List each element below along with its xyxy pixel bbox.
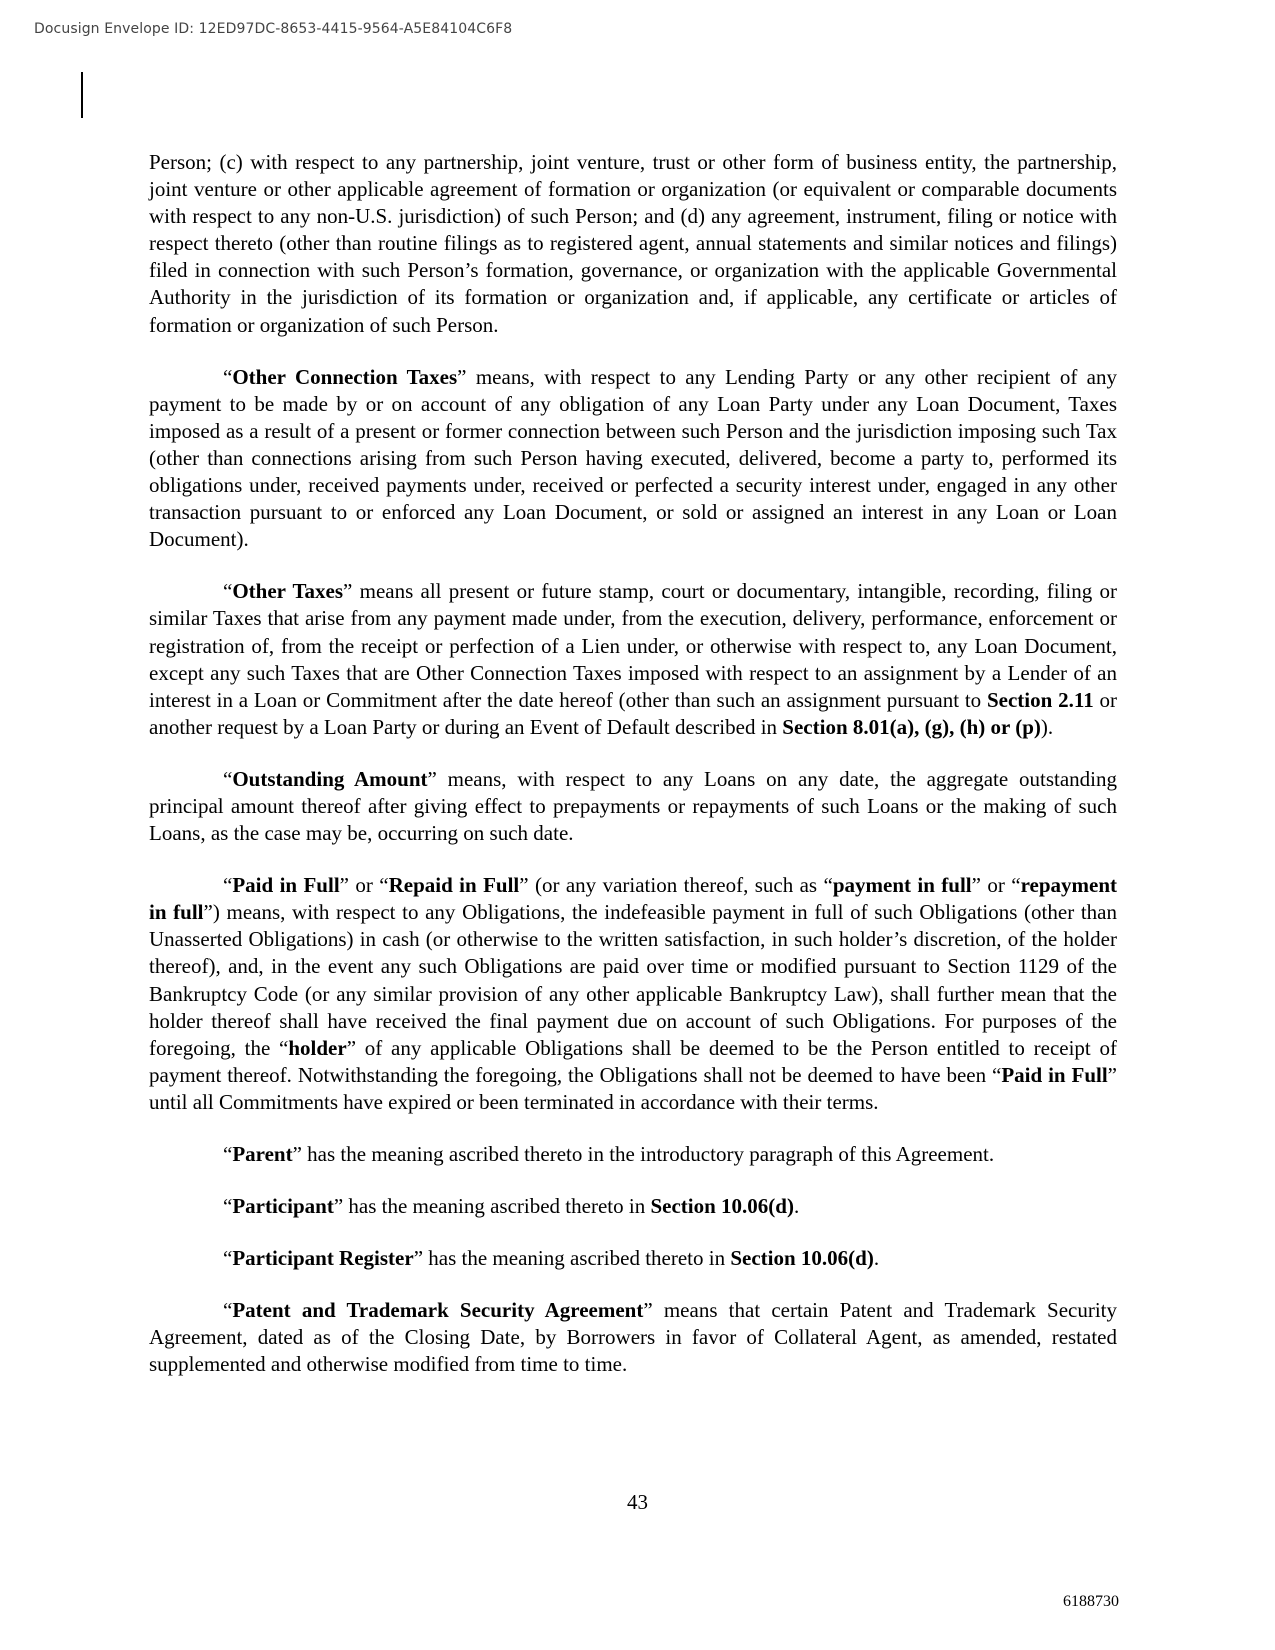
- definition-patent-trademark-security-agreement: [149, 1297, 1117, 1378]
- quote-mark: “: [223, 873, 233, 898]
- definition-other-taxes: [149, 578, 1117, 741]
- defined-term: payment in full: [832, 873, 972, 898]
- section-reference: Section 2.11: [986, 687, 1094, 712]
- definition-other-connection-taxes: [149, 364, 1117, 554]
- quote-mark: “: [223, 1194, 233, 1219]
- defined-term: Patent and Trademark Security Agreement: [232, 1298, 644, 1323]
- defined-term: Paid in Full: [1001, 1062, 1108, 1087]
- section-reference: Section 10.06(d): [730, 1246, 874, 1271]
- paragraph-person-continued: Person; (c) with respect to any partnership, joint venture, trust or other form of business entity, the partnership, joint venture or other applicable agreement of formation or organization (or equivalent or comparable documents with respect to any non-U.S. jurisdiction) of such Person; and (d) any agreement, instrument, filing or notice with respect thereto (other than routine filings as to registered agent, annual statements and similar notices and filings) filed in connection with such Person’s formation, governance, or organization with the applicable Governmental Authority in the jurisdiction of its formation or organization and, if applicable, any certificate or articles of formation or organization of such Person.: [149, 150, 1117, 337]
- definition-parent: [149, 1141, 1117, 1168]
- section-reference: Section 8.01(a), (g), (h) or (p): [782, 714, 1041, 739]
- document-number: 6188730: [1063, 1593, 1119, 1610]
- revision-change-bar: [81, 72, 83, 118]
- definition-participant: [149, 1193, 1117, 1220]
- definition-text: ” has the meaning ascribed thereto in: [413, 1246, 731, 1271]
- definition-text: ” or “: [339, 873, 389, 898]
- defined-term: Participant Register: [232, 1246, 414, 1271]
- quote-mark: “: [223, 364, 233, 389]
- page-number: 43: [627, 1490, 648, 1514]
- quote-mark: “: [223, 1298, 233, 1323]
- definition-outstanding-amount: [149, 766, 1117, 847]
- section-reference: Section 10.06(d): [650, 1194, 794, 1219]
- quote-mark: “: [223, 766, 233, 791]
- defined-term: Parent: [232, 1142, 293, 1166]
- defined-term: Participant: [232, 1194, 334, 1219]
- definition-text: ” has the meaning ascribed thereto in the introductory paragraph of this Agreement.: [292, 1142, 995, 1166]
- defined-term: holder: [288, 1035, 347, 1060]
- defined-term: Paid in Full: [232, 873, 340, 898]
- definition-text: .: [793, 1194, 800, 1219]
- defined-term: Other Connection Taxes: [232, 364, 458, 389]
- definition-text: ” until all Commitments have expired or been terminated in accordance with their terms.: [149, 1062, 1117, 1114]
- definition-text: .: [873, 1246, 880, 1271]
- envelope-id: Docusign Envelope ID: 12ED97DC-8653-4415-9564-A5E84104C6F8: [34, 21, 513, 37]
- definition-text: ” of any applicable Obligations shall be deemed to be the Person entitled to receipt of payment thereof. Notwithstanding the foregoing, the Obligations shall not be deemed to have been “: [149, 1035, 1117, 1087]
- definition-text: ”) means, with respect to any Obligations, the indefeasible payment in full of such Obligations (other than Unasserted Obligations) in cash (or otherwise to the written satisfaction, in such holder’s discretion, of the holder thereof), and, in the event any such Obligations are paid over time or modified pursuant to Section 1129 of the Bankruptcy Code (or any similar provision of any other applicable Bankruptcy Law), shall further mean that the holder thereof shall have received the final payment due on account of such Obligations. For purposes of the foregoing, the “: [149, 900, 1118, 1060]
- definition-text: or another request by a Loan Party or during an Event of Default described in: [149, 687, 1117, 739]
- quote-mark: “: [223, 1246, 233, 1271]
- definition-text: ” or “: [971, 873, 1021, 898]
- defined-term: repayment in full: [149, 873, 1118, 925]
- definition-text: ).: [1040, 714, 1054, 739]
- quote-mark: “: [223, 579, 233, 604]
- definition-paid-in-full: [149, 872, 1117, 1116]
- definition-text: ” means that certain Patent and Trademark Security Agreement, dated as of the Closing Date, by Borrowers in favor of Collateral Agent, as amended, restated supplemented and otherwise modified from time to time.: [149, 1298, 1117, 1377]
- document-body: [149, 149, 1117, 1404]
- definition-text: ” means, with respect to any Loans on any date, the aggregate outstanding principal amount thereof after giving effect to prepayments or repayments of such Loans or the making of such Loans, as the case may be, occurring on such date.: [149, 766, 1117, 846]
- definition-text: ” means, with respect to any Lending Party or any other recipient of any payment to be made by or on account of any obligation of any Loan Party under any Loan Document, Taxes imposed as a result of a present or former connection between such Person and the jurisdiction imposing such Tax (other than connections arising from such Person having executed, delivered, become a party to, performed its obligations under, received payments under, received or perfected a security interest under, engaged in any other transaction pursuant to or enforced any Loan Document, or sold or assigned an interest in any Loan or Loan Document).: [149, 364, 1117, 552]
- quote-mark: “: [223, 1142, 233, 1166]
- definition-text: ” means all present or future stamp, court or documentary, intangible, recording, filing or similar Taxes that arise from any payment made under, from the execution, delivery, performance, enforcement or registration of, from the receipt or perfection of a Lien under, or otherwise with respect to, any Loan Document, except any such Taxes that are Other Connection Taxes imposed with respect to an assignment by a Lender of an interest in a Loan or Commitment after the date hereof (other than such an assignment pursuant to: [149, 579, 1117, 712]
- defined-term: Repaid in Full: [388, 873, 520, 898]
- definition-text: ” has the meaning ascribed thereto in: [333, 1194, 651, 1219]
- defined-term: Other Taxes: [232, 579, 344, 604]
- definition-text: ” (or any variation thereof, such as “: [519, 873, 833, 898]
- defined-term: Outstanding Amount: [232, 766, 428, 791]
- definition-participant-register: [149, 1245, 1117, 1272]
